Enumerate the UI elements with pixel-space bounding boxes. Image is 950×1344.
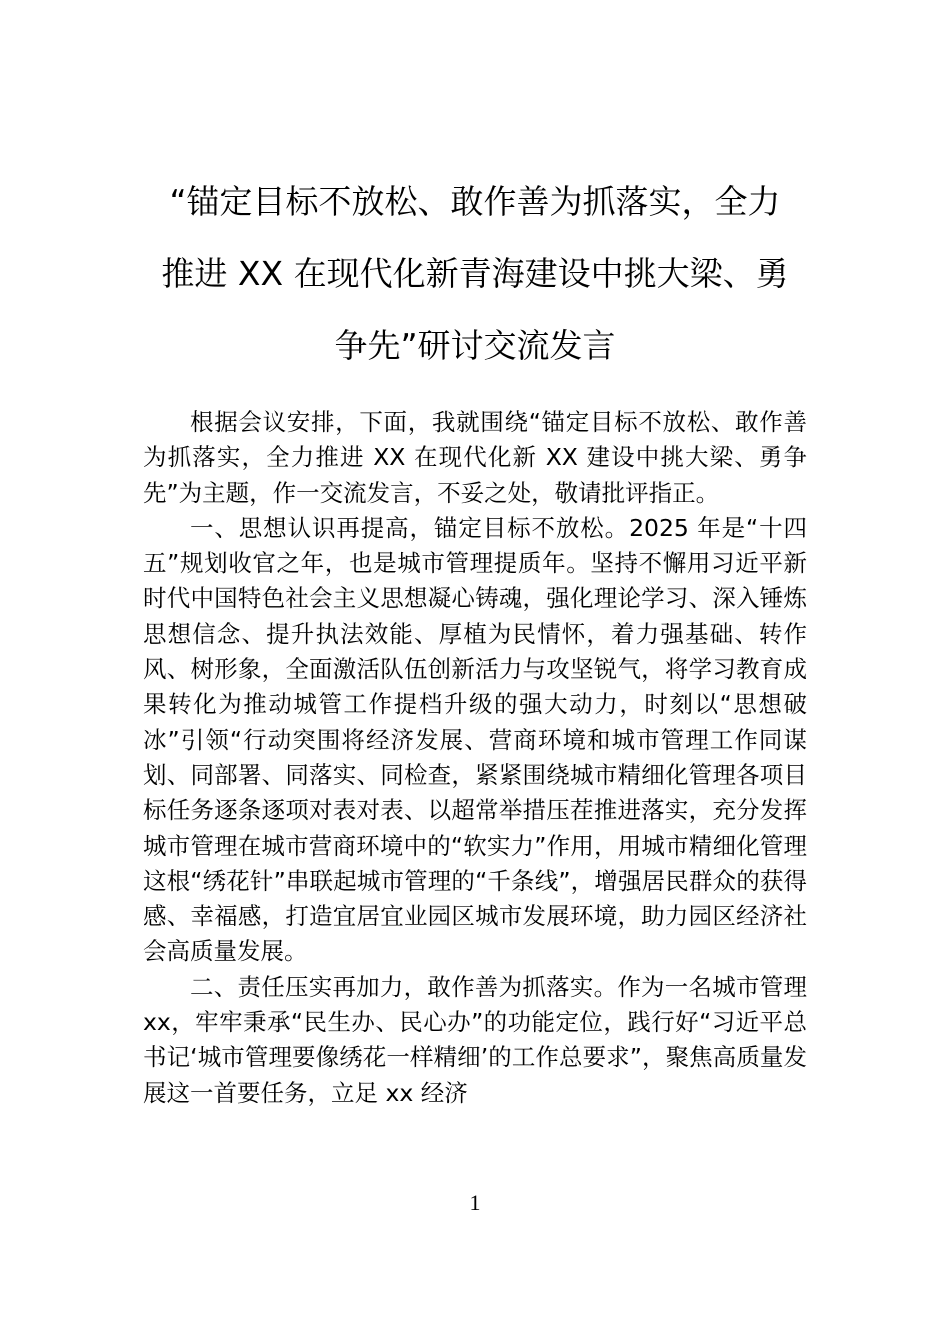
document-body: [143, 405, 807, 1111]
title-line: 争先”研讨交流发言: [334, 326, 616, 365]
paragraph-section-one: 一、思想认识再提高，锚定目标不放松。2025 年是“十四五”规划收官之年，也是城市管理提质年。坚持不懈用习近平新时代中国特色社会主义思想凝心铸魂，强化理论学习、深入锤炼思想信念、提升执法效能、厚植为民情怀，着力强基础、转作风、树形象，全面激活队伍创新活力与攻坚锐气，将学习教育成果转化为推动城管工作提档升级的强大动力，时刻以“思想破冰”引领“行动突围将经济发展、营商环境和城市管理工作同谋划、同部署、同落实、同检查，紧紧围绕城市精细化管理各项目标任务逐条逐项对表对表、以超常举措压茬推进落实，充分发挥城市管理在城市营商环境中的“软实力”作用，用城市精细化管理这根“绣花针”串联起城市管理的“千条线”，增强居民群众的获得感、幸福感，打造宜居宜业园区城市发展环境，助力园区经济社会高质量发展。: [143, 513, 807, 966]
paragraph-section-two: 二、责任压实再加力，敢作善为抓落实。作为一名城市管理 xx，牢牢秉承“民生办、民心办”的功能定位，践行好“习近平总书记‘城市管理要像绣花一样精细’的工作总要求”，聚焦高质量发展这一首要任务，立足 xx 经济: [143, 972, 807, 1107]
paragraph-intro: 根据会议安排，下面，我就围绕“锚定目标不放松、敢作善为抓落实，全力推进 XX 在现代化新 XX 建设中挑大梁、勇争先”为主题，作一交流发言，不妥之处，敬请批评指正。: [143, 408, 807, 507]
document-title: [120, 166, 830, 382]
page-number: 1: [469, 1190, 481, 1215]
title-line: “锚定目标不放松、敢作善为抓落实，全力: [169, 182, 781, 221]
title-line: 推进 XX 在现代化新青海建设中挑大梁、勇: [161, 254, 789, 293]
